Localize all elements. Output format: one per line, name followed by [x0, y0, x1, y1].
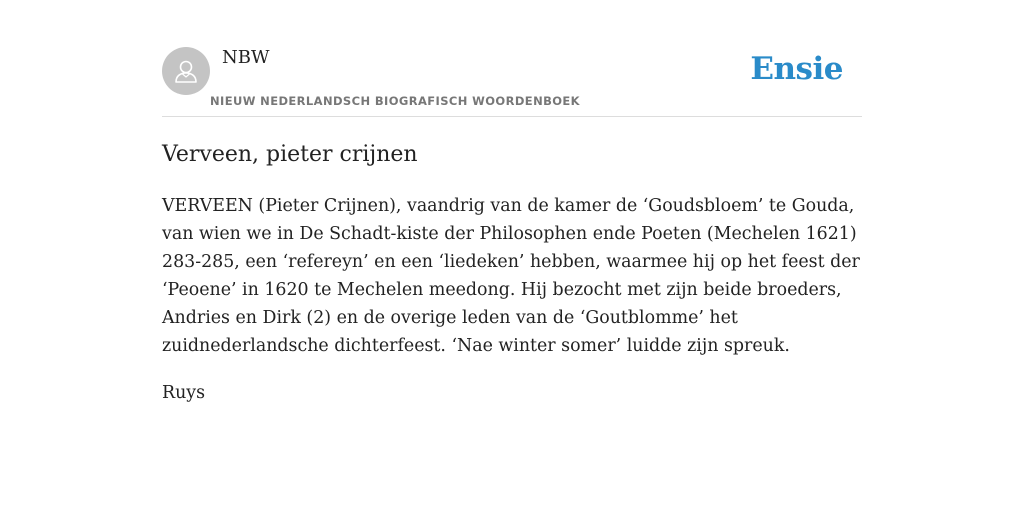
source-header [162, 46, 862, 117]
article-title: Verveen, pieter crijnen [162, 142, 418, 167]
ensie-logo[interactable]: Ensie [750, 51, 843, 87]
source-avatar[interactable] [162, 47, 210, 95]
source-full-name: NIEUW NEDERLANDSCH BIOGRAFISCH WOORDENBOEK [210, 94, 580, 108]
user-icon [171, 56, 201, 86]
article-author: Ruys [162, 383, 206, 403]
source-abbreviation[interactable]: NBW [222, 47, 270, 68]
article-body: VERVEEN (Pieter Crijnen), vaandrig van de kamer de ‘Goudsbloem’ te Gouda, van wien we in De Schadt-kiste der Philosophen ende Poeten (Mechelen 1621) 283-285, een ‘refereyn’ en een ‘liedeken’ hebben, waarmee hij op het feest der ‘Peoene’ in 1620 te Mechelen meedong. Hij bezocht met zijn beide broeders, Andries en Dirk (2) en de overige leden van de ‘Goutblomme’ het zuidnederlandsche dichterfeest. ‘Nae winter somer’ luidde zijn spreuk. [162, 196, 860, 356]
